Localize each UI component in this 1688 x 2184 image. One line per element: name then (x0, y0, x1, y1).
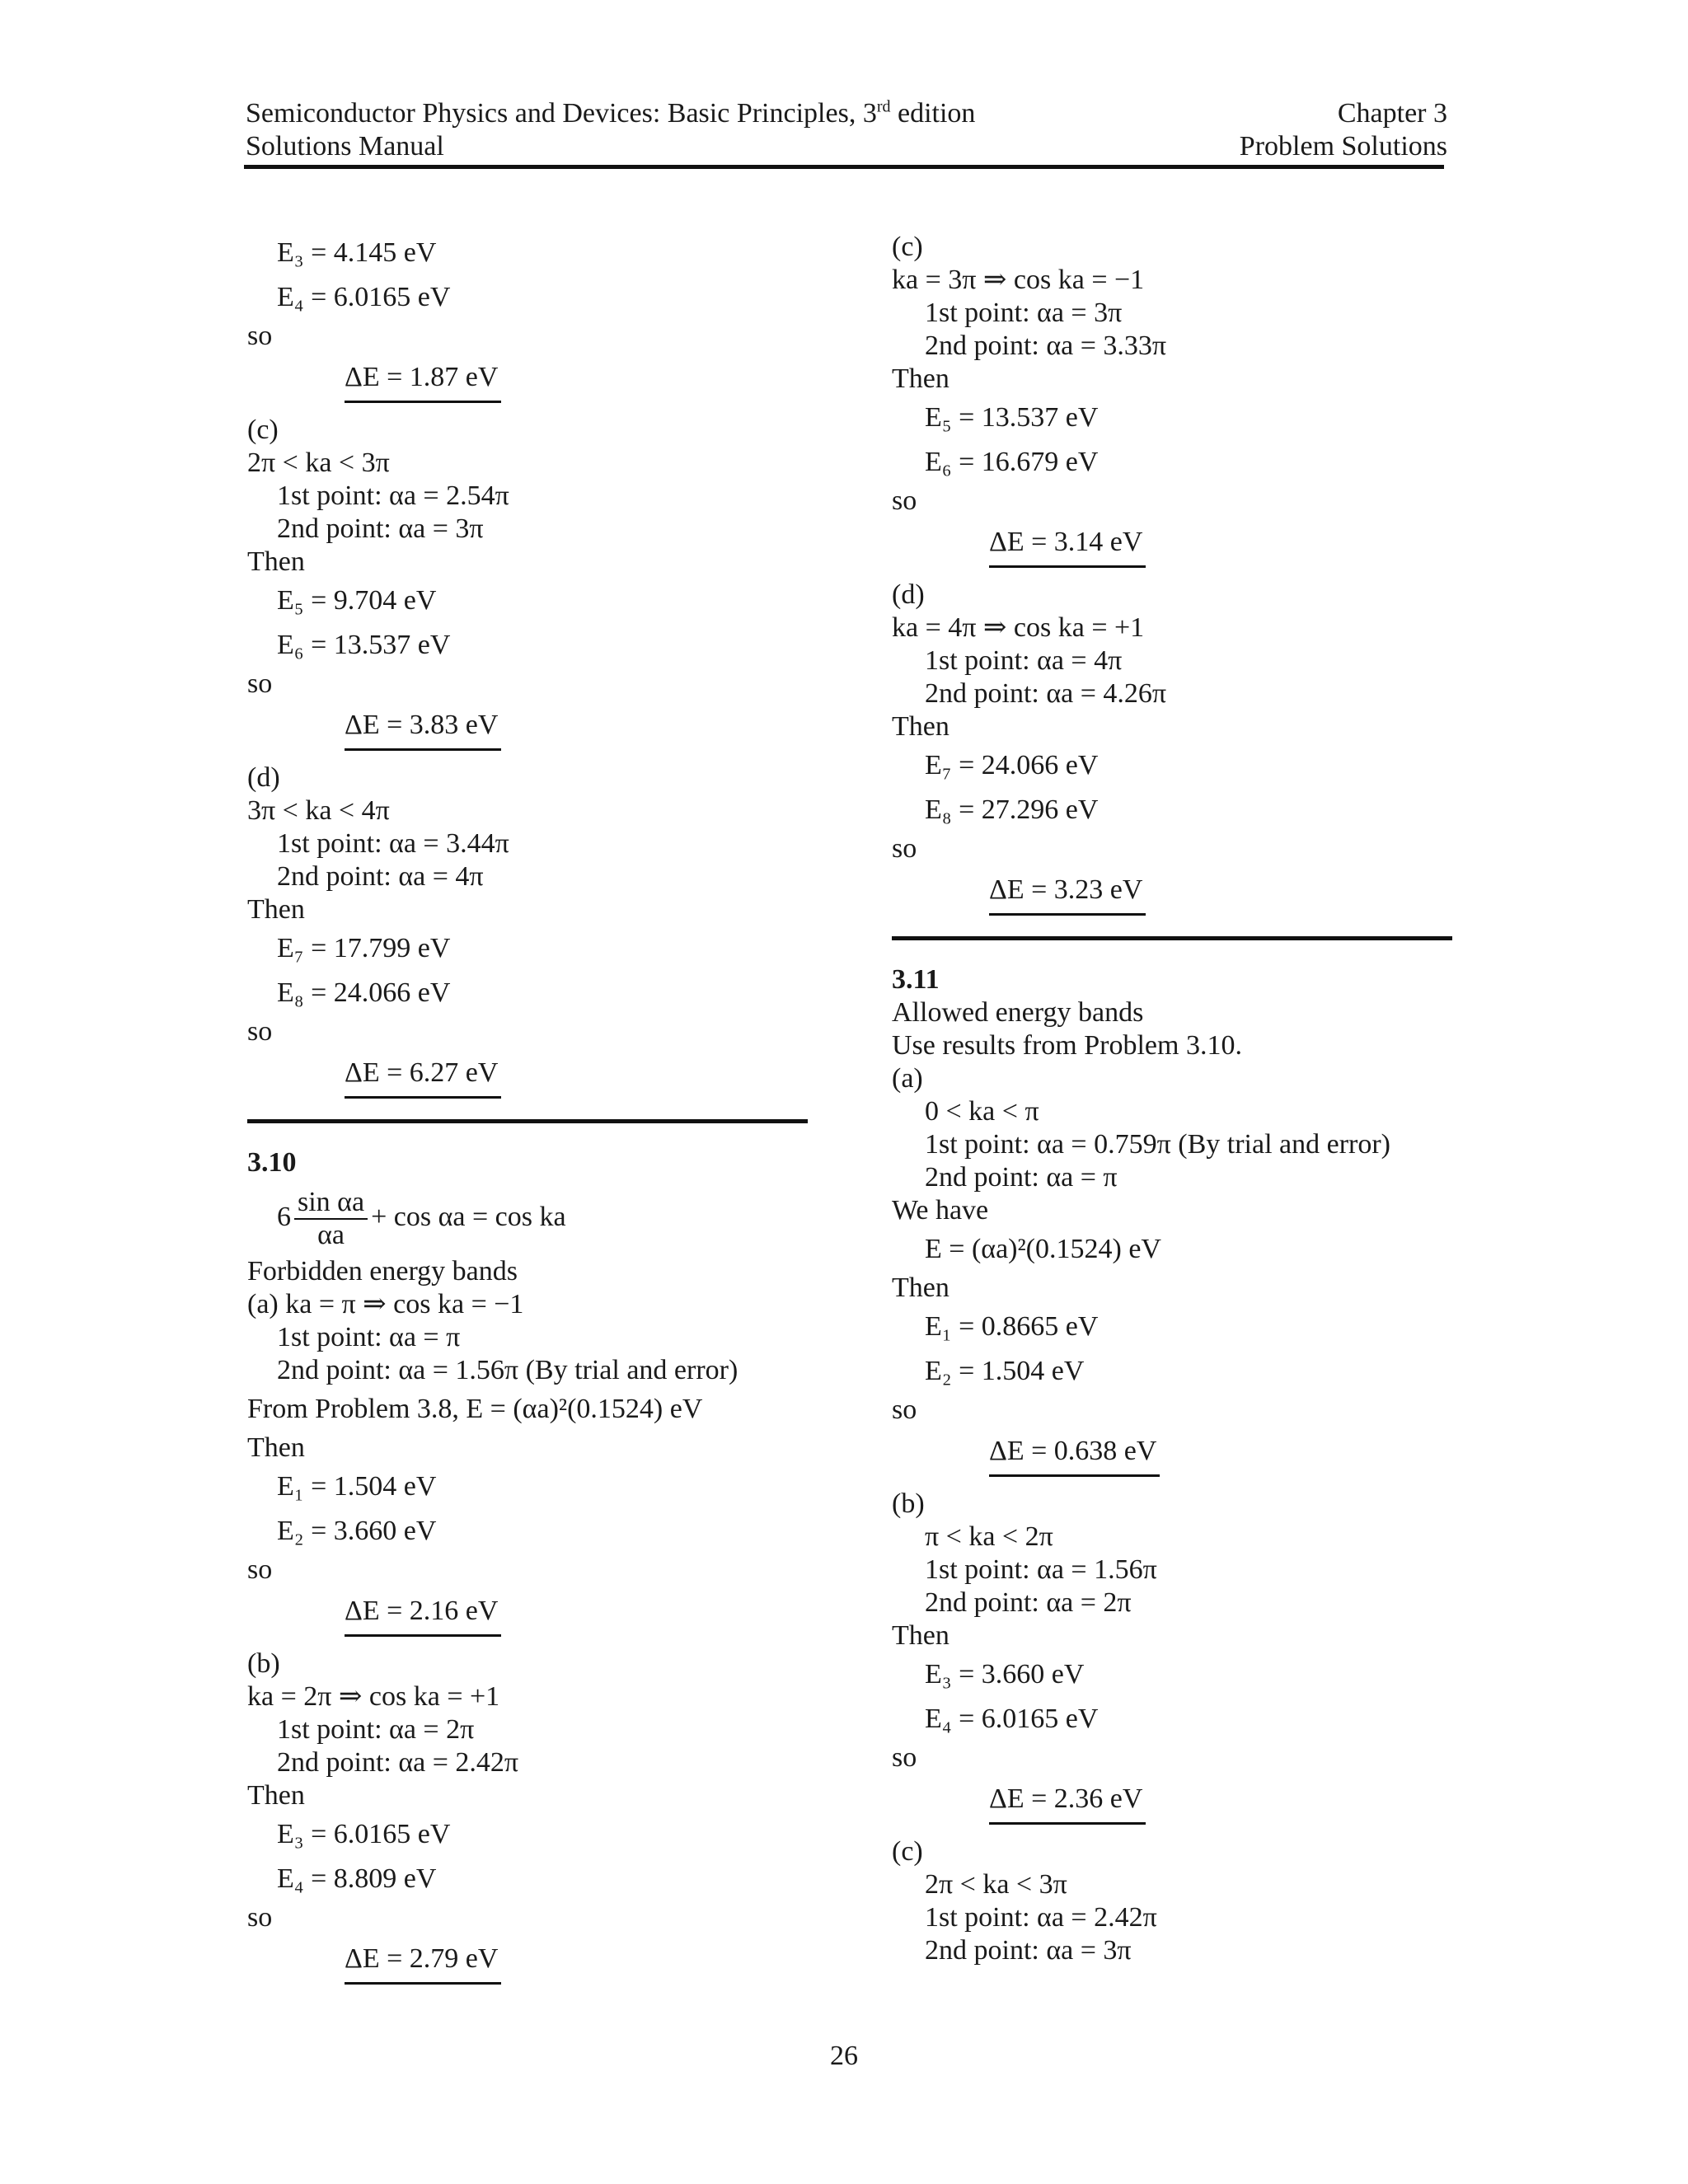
text-line: so (892, 485, 917, 516)
result-line (892, 518, 1452, 579)
point-line: 1st point: αa = 2π (277, 1714, 475, 1745)
text-line: Then (247, 546, 305, 577)
point-line: 1st point: αa = 2.42π (925, 1902, 1157, 1933)
result-line (247, 1934, 808, 1995)
formula-line: E = (αa)²(0.1524) eV (925, 1234, 1161, 1264)
book-title: Semiconductor Physics and Devices: Basic Principles, 3rd edition (246, 97, 976, 129)
point-line: 1st point: αa = 0.759π (By trial and error) (925, 1129, 1390, 1160)
text-line: Then (892, 1272, 950, 1303)
result-value: ΔE = 3.14 eV (989, 523, 1146, 568)
equation-line: E₈ = 24.066 eV (277, 977, 451, 1008)
point-line: 2nd point: αa = 3π (925, 1935, 1132, 1966)
point-line: 1st point: αa = 3.44π (277, 828, 509, 859)
result-value: ΔE = 2.36 eV (989, 1779, 1146, 1825)
chapter-label: Chapter 3 (1337, 98, 1447, 129)
part-label: (d) (892, 579, 925, 610)
right-column (892, 231, 1452, 1967)
result-line (892, 1774, 1452, 1835)
text-line: so (892, 1394, 917, 1425)
part-label: (c) (892, 1836, 923, 1867)
text-line: so (247, 1554, 273, 1585)
equation-line: E₃ = 4.145 eV (277, 237, 437, 268)
part-line: ka = 4π ⇒ cos ka = +1 (892, 612, 1145, 643)
result-line (247, 701, 808, 762)
text-line: so (247, 1016, 273, 1047)
result-value: ΔE = 2.79 eV (345, 1939, 501, 1985)
point-line: 2nd point: αa = 3π (277, 513, 484, 544)
point-line: 1st point: αa = π (277, 1322, 461, 1352)
equation-line: E₅ = 9.704 eV (277, 585, 437, 616)
problem-divider (247, 1119, 808, 1123)
text-line: so (892, 833, 917, 864)
formula-line: From Problem 3.8, E = (αa)²(0.1524) eV (247, 1394, 703, 1424)
point-line: 1st point: αa = 2.54π (277, 480, 509, 511)
point-line: 2nd point: αa = 3.33π (925, 330, 1167, 361)
equation-line: E₁ = 0.8665 eV (925, 1311, 1099, 1342)
header-rule (244, 165, 1444, 169)
equation-line: E₄ = 6.0165 eV (925, 1704, 1099, 1734)
fraction: $\frac{\text{sin αa}}{\alpha a}$ (294, 1187, 368, 1251)
text-line: We have (892, 1195, 989, 1226)
text-line: so (892, 1742, 917, 1773)
part-line: ka = 3π ⇒ cos ka = −1 (892, 265, 1145, 295)
part-label: (b) (892, 1488, 925, 1519)
range-line: π < ka < 2π (925, 1521, 1053, 1552)
equation-line: E₆ = 13.537 eV (277, 630, 451, 660)
result-line (892, 865, 1452, 926)
equation-line: E₇ = 17.799 eV (277, 933, 451, 963)
point-line: 1st point: αa = 1.56π (925, 1554, 1157, 1585)
result-value: ΔE = 6.27 eV (345, 1053, 501, 1099)
left-column (247, 231, 808, 1995)
text-line: Use results from Problem 3.10. (892, 1030, 1242, 1061)
problem-divider (892, 936, 1452, 940)
result-value: ΔE = 0.638 eV (989, 1432, 1160, 1477)
text-line: so (247, 1902, 273, 1933)
equation-line: E₅ = 13.537 eV (925, 402, 1099, 433)
part-label: (c) (892, 232, 923, 262)
point-line: 2nd point: αa = 1.56π (By trial and error) (277, 1355, 738, 1385)
result-value: ΔE = 2.16 eV (345, 1591, 501, 1637)
point-line: 2nd point: αa = 4.26π (925, 678, 1167, 709)
part-line: ka = 2π ⇒ cos ka = +1 (247, 1681, 500, 1712)
part-line: (a) ka = π ⇒ cos ka = −1 (247, 1289, 524, 1319)
text-line: so (247, 668, 273, 699)
point-line: 2nd point: αa = 2π (925, 1587, 1132, 1618)
equation-line: E₃ = 3.660 eV (925, 1659, 1085, 1690)
result-line (892, 1427, 1452, 1488)
text-line: Then (892, 363, 950, 394)
result-line (247, 353, 808, 414)
problem-number: 3.10 (247, 1147, 297, 1178)
section-label: Problem Solutions (1239, 131, 1447, 162)
equation-line: E₄ = 8.809 eV (277, 1863, 437, 1894)
result-line (247, 1586, 808, 1647)
result-value: ΔE = 3.83 eV (345, 705, 501, 751)
range-line: 3π < ka < 4π (247, 795, 390, 826)
part-label: (d) (247, 762, 280, 793)
part-label: (b) (247, 1648, 280, 1679)
text-line: Then (247, 1432, 305, 1463)
range-line: 2π < ka < 3π (925, 1869, 1067, 1900)
text-line: Then (247, 1780, 305, 1811)
part-label: (a) (892, 1063, 923, 1094)
part-label: (c) (247, 415, 279, 445)
equation-line: E₇ = 24.066 eV (925, 750, 1099, 780)
equation-line: E₄ = 6.0165 eV (277, 282, 451, 312)
page-number: 26 (830, 2041, 858, 2071)
result-line (247, 1048, 808, 1109)
point-line: 2nd point: αa = π (925, 1162, 1118, 1193)
equation-line: E₂ = 1.504 eV (925, 1356, 1085, 1386)
equation-line: E₆ = 16.679 eV (925, 447, 1099, 477)
dispersion-equation: 6 $\frac{\text{sin αa}}{\alpha a}$ + cos αa = cos ka (277, 1187, 566, 1251)
text-line: Then (892, 1620, 950, 1651)
point-line: 2nd point: αa = 4π (277, 861, 484, 892)
point-line: 1st point: αa = 3π (925, 298, 1123, 328)
result-value: ΔE = 3.23 eV (989, 870, 1146, 916)
range-line: 0 < ka < π (925, 1096, 1039, 1127)
equation-line: E₈ = 27.296 eV (925, 794, 1099, 825)
text-line: Then (247, 894, 305, 925)
manual-label: Solutions Manual (246, 131, 444, 162)
text-line: Allowed energy bands (892, 997, 1144, 1028)
range-line: 2π < ka < 3π (247, 448, 390, 478)
text-line: so (247, 321, 273, 351)
equation-line: E₂ = 3.660 eV (277, 1516, 437, 1546)
problem-number: 3.11 (892, 964, 940, 995)
point-line: 2nd point: αa = 2.42π (277, 1747, 519, 1778)
running-header-left (246, 97, 975, 163)
point-line: 1st point: αa = 4π (925, 645, 1123, 676)
equation-line: E₃ = 6.0165 eV (277, 1819, 451, 1849)
text-line: Then (892, 711, 950, 742)
result-value: ΔE = 1.87 eV (345, 358, 501, 403)
text-line: Forbidden energy bands (247, 1256, 518, 1286)
equation-line: E₁ = 1.504 eV (277, 1471, 437, 1502)
running-header-right (1240, 97, 1447, 163)
